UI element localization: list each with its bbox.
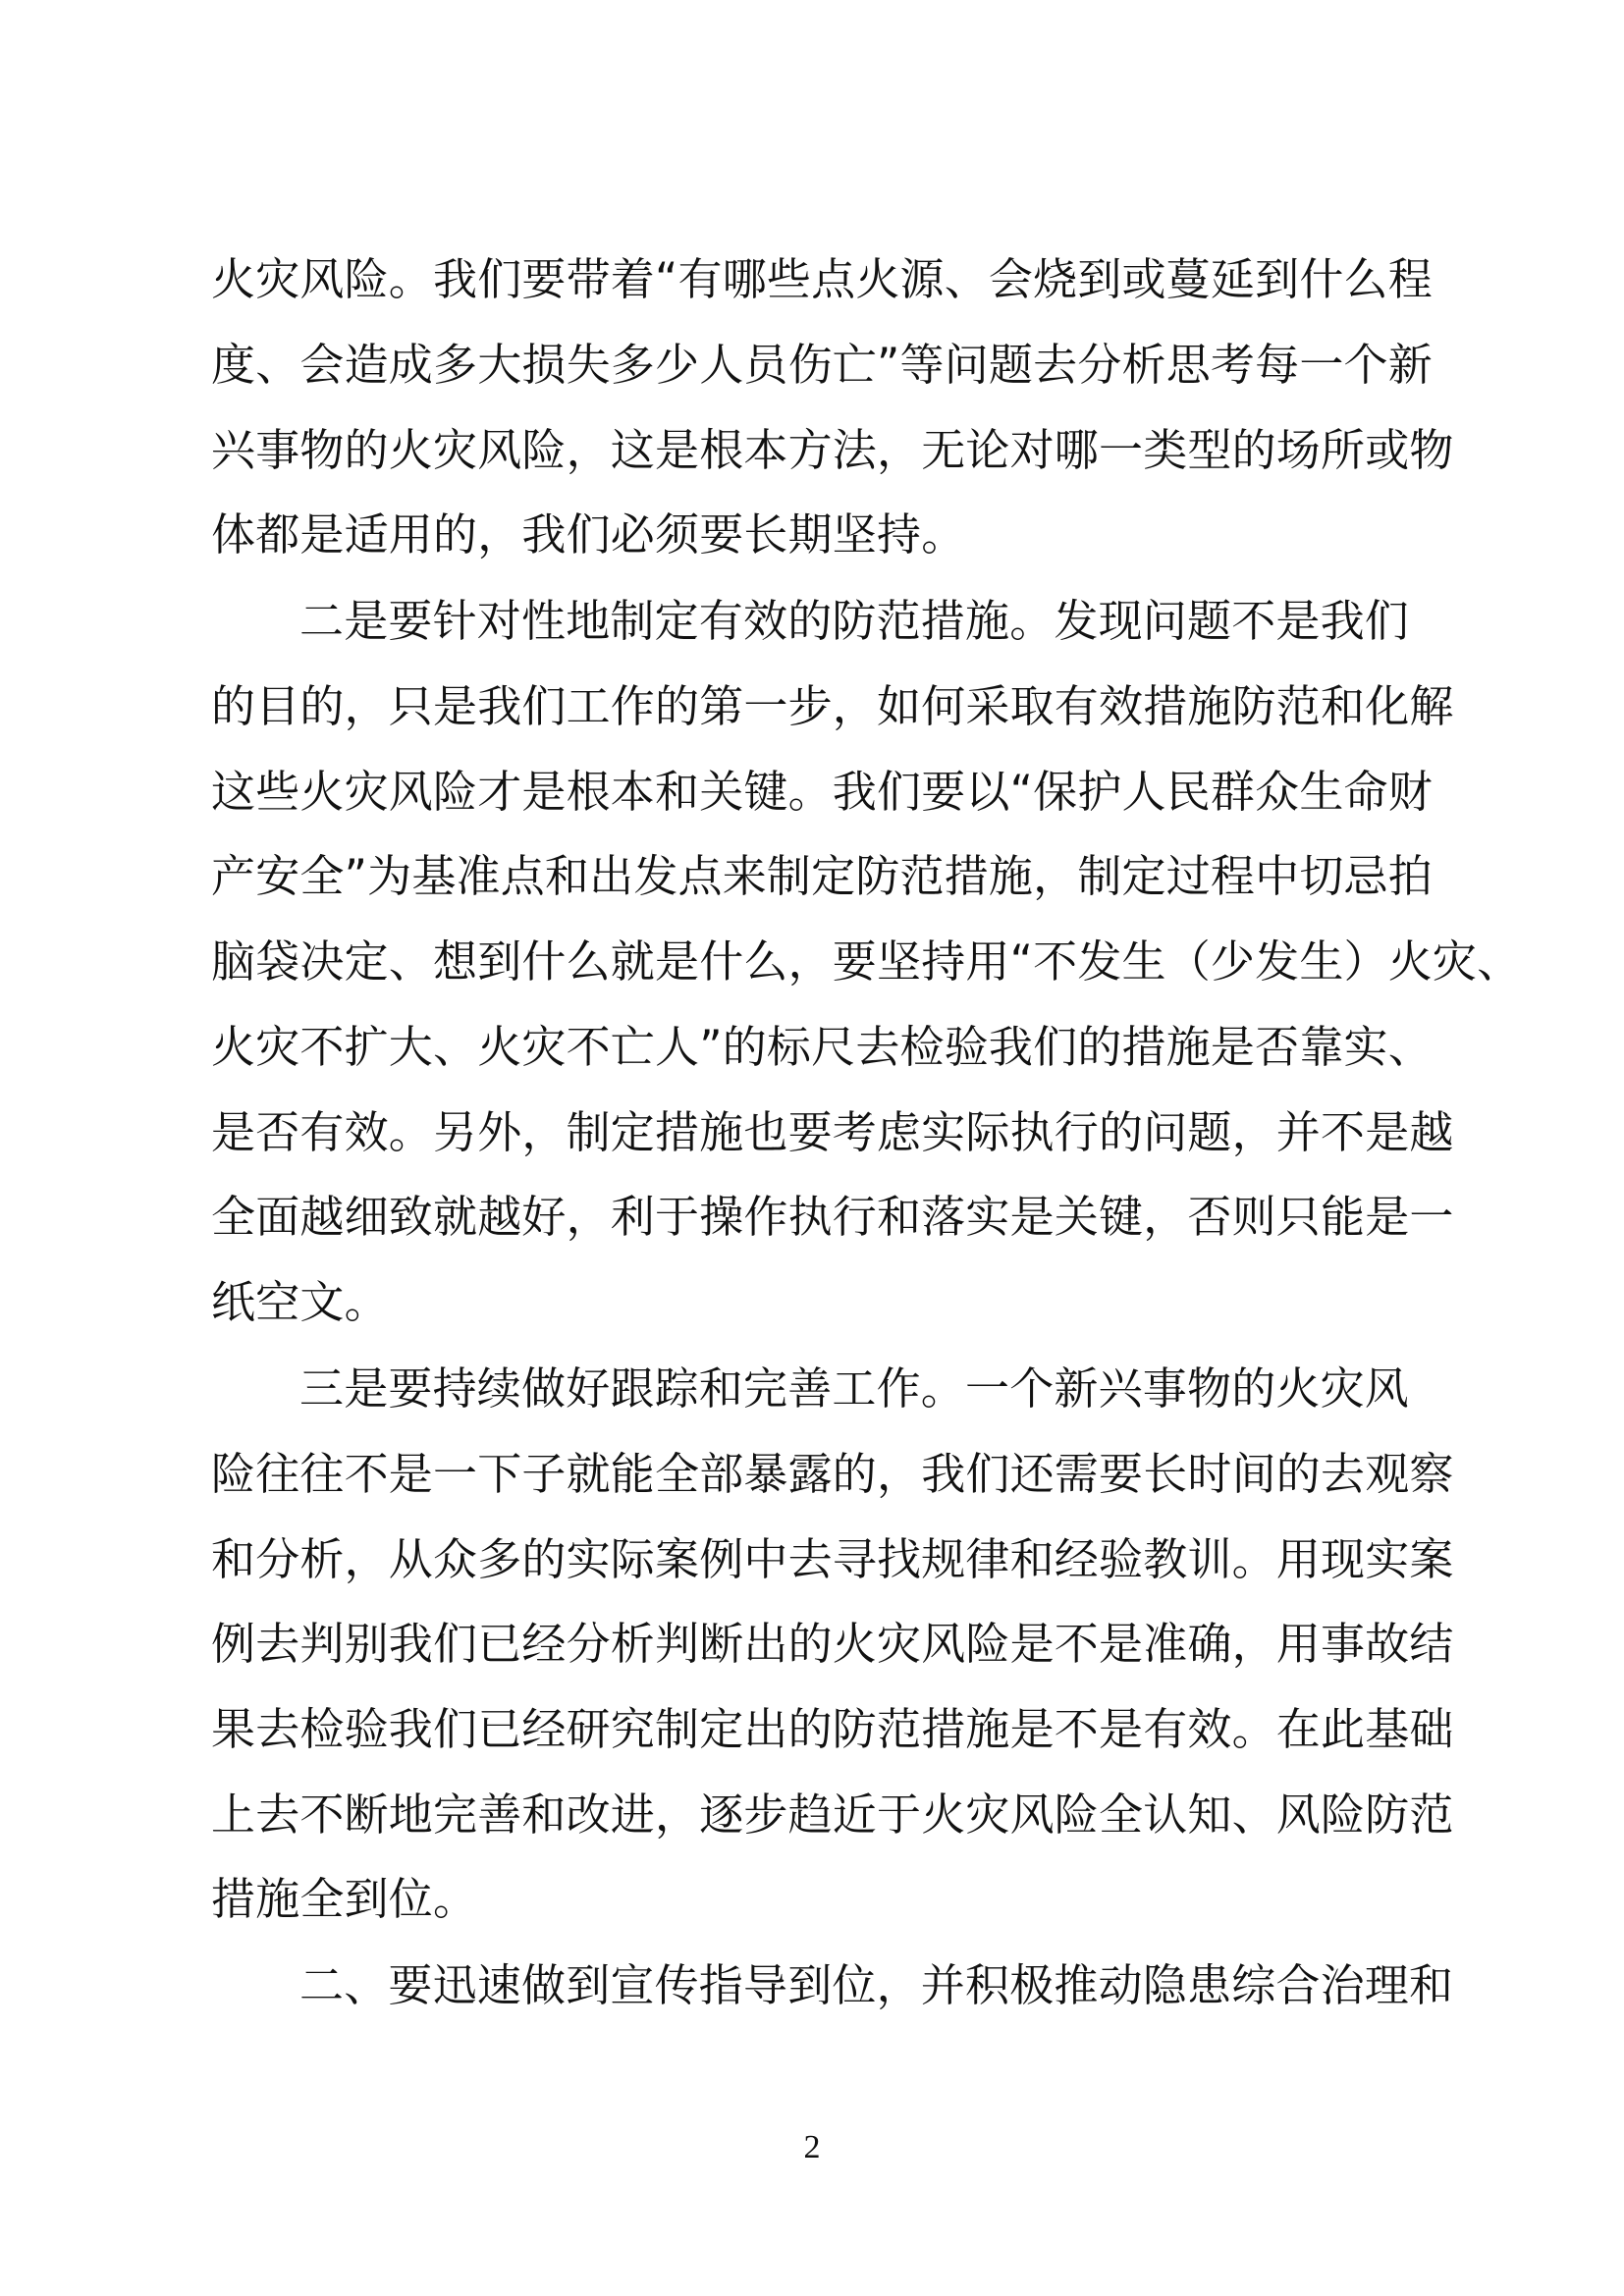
text-line-2: 度、会造成多大损失多少人员伤亡”等问题去分析思考每一个新 xyxy=(211,339,1433,391)
text-line-20: 措施全到位。 xyxy=(211,1873,478,1925)
text-line-4: 体都是适用的，我们必须要长期坚持。 xyxy=(211,508,966,561)
text-line-15: 险往往不是一下子就能全部暴露的，我们还需要长时间的去观察 xyxy=(211,1448,1454,1500)
page-number: 2 xyxy=(803,2129,821,2165)
text-line-13: 纸空文。 xyxy=(211,1276,389,1328)
text-line-10: 火灾不扩大、火灾不亡人”的标尺去检验我们的措施是否靠实、 xyxy=(211,1021,1433,1073)
text-line-11: 是否有效。另外，制定措施也要考虑实际执行的问题，并不是越 xyxy=(211,1106,1454,1158)
text-line-18: 果去检验我们已经研究制定出的防范措施是不是有效。在此基础 xyxy=(211,1703,1454,1755)
text-line-21: 二、要迅速做到宣传指导到位，并积极推动隐患综合治理和 xyxy=(299,1959,1454,2011)
text-line-16: 和分析，从众多的实际案例中去寻找规律和经验教训。用现实案 xyxy=(211,1533,1454,1585)
text-line-19: 上去不断地完善和改进，逐步趋近于火灾风险全认知、风险防范 xyxy=(211,1789,1454,1841)
text-line-6: 的目的，只是我们工作的第一步，如何采取有效措施防范和化解 xyxy=(211,680,1454,732)
text-line-7: 这些火灾风险才是根本和关键。我们要以“保护人民群众生命财 xyxy=(211,766,1433,818)
text-line-8: 产安全”为基准点和出发点来制定防范措施，制定过程中切忌拍 xyxy=(211,850,1433,902)
text-line-1: 火灾风险。我们要带着“有哪些点火源、会烧到或蔓延到什么程 xyxy=(211,253,1433,305)
text-line-5: 二是要针对性地制定有效的防范措施。发现问题不是我们 xyxy=(299,595,1410,647)
text-line-9: 脑袋决定、想到什么就是什么，要坚持用“不发生（少发生）火灾、 xyxy=(211,935,1522,988)
text-line-3: 兴事物的火灾风险，这是根本方法，无论对哪一类型的场所或物 xyxy=(211,424,1454,476)
text-line-12: 全面越细致就越好，利于操作执行和落实是关键，否则只能是一 xyxy=(211,1191,1454,1243)
text-line-14: 三是要持续做好跟踪和完善工作。一个新兴事物的火灾风 xyxy=(299,1362,1410,1415)
text-line-17: 例去判别我们已经分析判断出的火灾风险是不是准确，用事故结 xyxy=(211,1618,1454,1670)
